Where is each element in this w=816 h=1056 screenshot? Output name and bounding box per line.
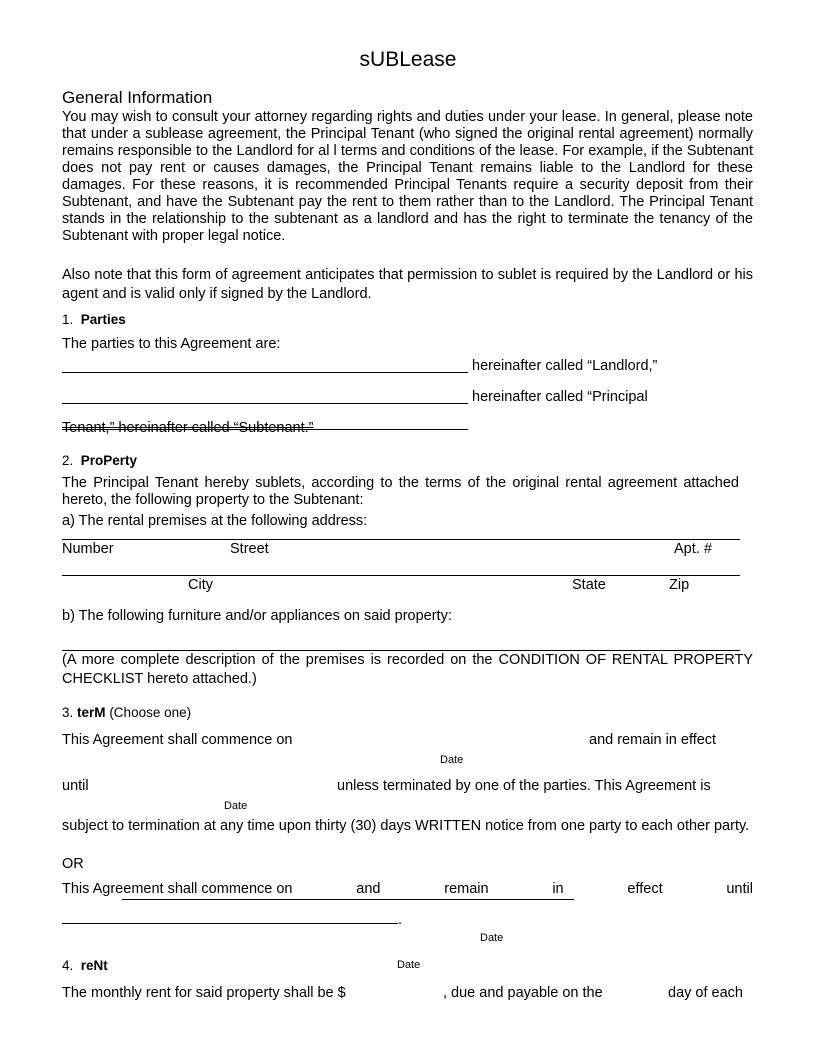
term-commence-text: This Agreement shall commence on bbox=[62, 732, 293, 748]
principal-tenant-name-line[interactable] bbox=[62, 403, 468, 404]
general-paragraph-1: You may wish to consult your attorney regarding rights and duties under your lease. In general, please note that under a sublease agreement, the Principal Tenant (who signed the original rental agreement) normally remains responsible to the Landlord for al l terms and conditions of the lease. For example, if the Subtenant does not pay rent or causes damages, the Principal Tenant remains liable to the Landlord for these damages. For these reasons, it is recommended Principal Tenants require a security deposit from their Subtenant, and have the Subtenant pay the rent to them rather than to the Landlord. The Principal Tenant stands in the relationship to the subtenant as a landlord and has the right to terminate the tenancy of the Subtenant with proper legal notice. bbox=[62, 109, 753, 244]
section-4-heading bbox=[62, 958, 108, 973]
alt-start-date-line[interactable] bbox=[122, 899, 574, 900]
section-2-heading bbox=[62, 453, 137, 468]
landlord-label: hereinafter called “Landlord,” bbox=[472, 358, 658, 374]
term-remain-text: and remain in effect bbox=[589, 732, 717, 748]
rent-due-text: , due and payable on the bbox=[443, 985, 603, 1001]
section-number: 2. bbox=[62, 453, 74, 468]
term-alt-word: This Agreement shall commence on bbox=[62, 881, 293, 897]
street-label: Street bbox=[230, 541, 269, 557]
rent-amount-text: The monthly rent for said property shall be $ bbox=[62, 985, 346, 1001]
address-line-2[interactable] bbox=[62, 575, 740, 576]
number-label: Number bbox=[62, 541, 114, 557]
term-alt-line bbox=[62, 881, 753, 897]
term-subject-text: subject to termination at any time upon thirty (30) days WRITTEN notice from one party to each other party. bbox=[62, 818, 750, 834]
landlord-name-line[interactable] bbox=[62, 372, 468, 373]
end-date-label: Date bbox=[224, 800, 248, 812]
property-note: (A more complete description of the premises is recorded on the CONDITION OF RENTAL PROPERTY CHECKLIST hereto attached.) bbox=[62, 652, 753, 687]
alt-end-date-line[interactable] bbox=[62, 923, 398, 924]
section-title: terM bbox=[77, 705, 106, 720]
city-label: City bbox=[188, 577, 213, 593]
general-heading: General Information bbox=[62, 88, 213, 107]
section-number: 4. bbox=[62, 958, 74, 973]
address-line-1[interactable] bbox=[62, 539, 740, 540]
alt-period: . bbox=[398, 912, 403, 928]
document-title: sUBLease bbox=[359, 48, 457, 71]
term-alt-word: effect bbox=[627, 881, 663, 897]
zip-label: Zip bbox=[669, 577, 690, 593]
term-until-text: until bbox=[62, 778, 89, 794]
principal-tenant-label: hereinafter called “Principal bbox=[472, 389, 648, 405]
property-item-a: a) The rental premises at the following address: bbox=[62, 513, 368, 529]
start-date-label: Date bbox=[440, 754, 464, 766]
term-alt-word: until bbox=[726, 881, 753, 897]
section-title: Parties bbox=[80, 312, 126, 327]
term-alt-word: and bbox=[356, 881, 381, 897]
parties-intro: The parties to this Agreement are: bbox=[62, 336, 281, 352]
subtenant-name-line[interactable] bbox=[62, 429, 468, 430]
rent-day-text: day of each bbox=[668, 985, 743, 1001]
section-title: ProPerty bbox=[80, 453, 138, 468]
section-number: 3. bbox=[62, 705, 74, 720]
property-item-b: b) The following furniture and/or appliances on said property: bbox=[62, 608, 452, 624]
section-number: 1. bbox=[62, 312, 74, 327]
term-alt-word: in bbox=[552, 881, 564, 897]
general-paragraph-2: Also note that this form of agreement anticipates that permission to sublet is required by the Landlord or his agent and is valid only if signed by the Landlord. bbox=[62, 267, 753, 302]
term-or-text: OR bbox=[62, 856, 84, 872]
property-intro: The Principal Tenant hereby sublets, according to the terms of the original rental agreement attached hereto, the following property to the Subtenant: bbox=[62, 475, 739, 508]
choose-one-note: (Choose one) bbox=[109, 705, 192, 720]
date-label-section-4: Date bbox=[397, 959, 421, 971]
section-3-heading bbox=[62, 705, 191, 720]
apt-label: Apt. # bbox=[674, 541, 712, 557]
subtenant-label: Tenant,” hereinafter called “Subtenant.” bbox=[62, 420, 314, 436]
term-alt-word: remain bbox=[444, 881, 489, 897]
term-unless-text: unless terminated by one of the parties. This Agreement is bbox=[337, 778, 711, 794]
section-1-heading bbox=[62, 312, 126, 327]
alt-date-label: Date bbox=[480, 932, 504, 944]
section-title: reNt bbox=[80, 958, 108, 973]
state-label: State bbox=[572, 577, 606, 593]
